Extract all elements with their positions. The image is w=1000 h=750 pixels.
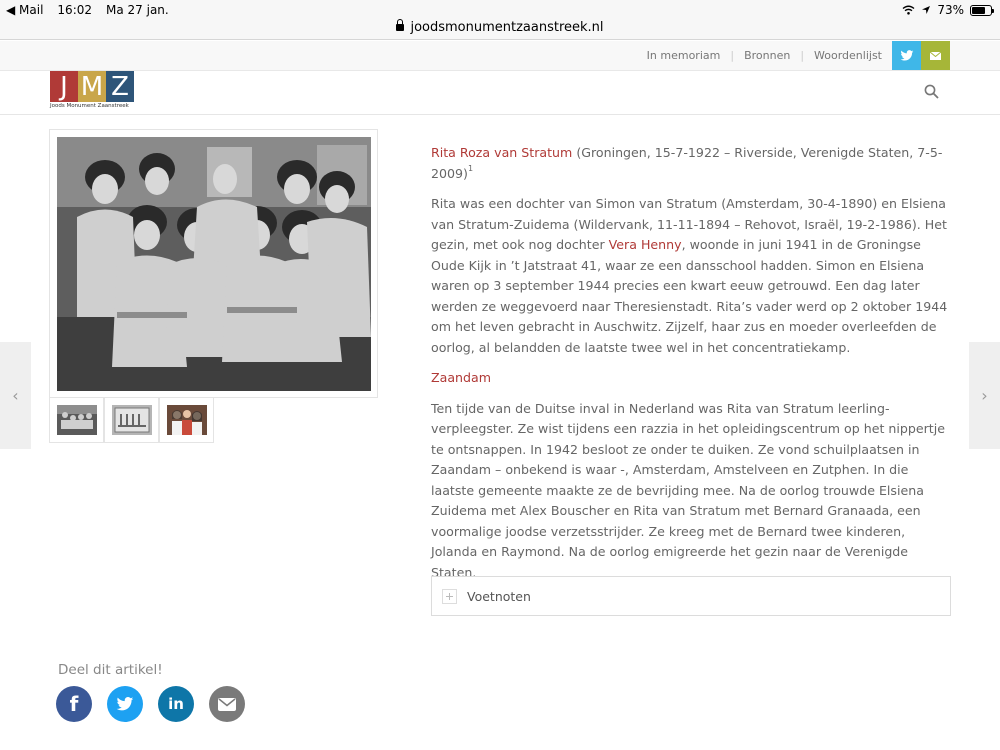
twitter-icon (900, 50, 914, 62)
logo-tagline: Joods Monument Zaanstreek (50, 103, 129, 109)
group-photo-nurses (57, 137, 371, 391)
logo-letter-m: M (78, 71, 106, 102)
share-linkedin-button[interactable] (158, 686, 194, 722)
thumbnail-3[interactable] (159, 397, 214, 443)
chevron-right-icon: › (981, 386, 988, 405)
person-name: Rita Roza van Stratum (431, 145, 573, 160)
footnotes-toggle[interactable] (431, 576, 951, 616)
url-text: joodsmonumentzaanstreek.nl (410, 20, 604, 35)
search-icon[interactable] (924, 84, 939, 99)
thumbnail-color-photo (167, 405, 207, 435)
share-buttons (56, 686, 245, 722)
twitter-link[interactable] (892, 41, 921, 70)
footnote-ref[interactable]: 1 (467, 164, 474, 174)
wifi-icon (902, 5, 915, 15)
linkedin-icon: in (168, 695, 184, 713)
nav-in-memoriam[interactable]: In memoriam (646, 49, 721, 62)
logo-letter-z: Z (106, 71, 134, 102)
share-facebook-button[interactable] (56, 686, 92, 722)
share-title: Deel dit artikel! (58, 662, 163, 678)
share-email-button[interactable] (209, 686, 245, 722)
chevron-left-icon: ‹ (12, 386, 19, 405)
site-header (0, 71, 1000, 115)
plus-icon (442, 589, 457, 604)
date: Ma 27 jan. (106, 3, 169, 17)
article-content (431, 143, 951, 593)
location-icon (921, 5, 931, 15)
thumbnail-1[interactable] (49, 397, 104, 443)
family-text-a: Rita was een dochter van Simon van Stratum (Amsterdam, 30-4-1890) en Elsiena van Stratum-Zuidema (Wildervank, 11-11-1894 – Rehovot, Israël, 19-2-1986). Het gezin, met ook nog dochter (431, 196, 947, 252)
intro-paragraph (431, 143, 951, 184)
footnotes-label: Voetnoten (467, 588, 531, 604)
site-logo[interactable] (50, 71, 134, 109)
mail-link[interactable] (921, 41, 950, 70)
zaandam-paragraph: Ten tijde van de Duitse inval in Nederland was Rita van Stratum leerling-verpleegster. Ze wist tijdens een razzia in het opleidingscentrum op het nippertje te ontsnappen. In 1942 besloot ze onder te duiken. Ze vond schuilplaatsen in Zaandam – onbekend is waar -, Amsterdam, Amstelveen en Zutphen. In die laatste gemeente maakte ze de bevrijding mee. Na de oorlog trouwde Elsiena Zuidema met Alex Bouscher en Rita van Stratum met Bernard Granaada, een voormalige joodse verzetsstrijder. Ze kreeg met de Bernard twee kinderen, Jolanda en Raymond. Na de oorlog emigreerde het gezin naar de Verenigde Staten. (431, 400, 945, 580)
photo-gallery (49, 129, 378, 398)
thumbnail-group-photo (57, 405, 97, 435)
family-text-b: , woonde in juni 1941 in de Groningse Oude Kijk in ’t Jatstraat 41, waar ze een dansschool hadden. Simon en Elsiena waren op 3 september 1944 precies een kwart eeuw getrouwd. Een dag later werden ze weggevoerd naar Theresienstadt. Rita’s vader werd op 2 oktober 1944 om het leven gebracht in Auschwitz. Zijzelf, haar zus en moeder overleefden de oorlog, al belandden de laatste twee wel in het concentratiekamp. (431, 237, 948, 355)
section-heading-zaandam: Zaandam (431, 370, 492, 385)
previous-article-arrow[interactable] (0, 342, 31, 449)
share-twitter-button[interactable] (107, 686, 143, 722)
top-navigation (0, 41, 1000, 71)
battery-icon (970, 5, 992, 16)
twitter-icon (116, 697, 134, 712)
intro-details: (Groningen, 15-7-1922 – Riverside, Verenigde Staten, 7-5-2009) (431, 145, 943, 181)
nav-woordenlijst[interactable]: Woordenlijst (814, 49, 882, 62)
envelope-icon (218, 698, 236, 711)
vera-henny-link[interactable]: Vera Henny (608, 237, 682, 252)
main-photo[interactable] (57, 137, 371, 391)
logo-letter-j: J (50, 71, 78, 102)
next-article-arrow[interactable] (969, 342, 1000, 449)
thumbnail-2[interactable] (104, 397, 159, 443)
family-paragraph (431, 194, 951, 358)
address-bar[interactable] (0, 20, 1000, 40)
battery-percent: 73% (937, 3, 964, 17)
thumbnail-document-photo (112, 405, 152, 435)
nav-divider: | (800, 49, 805, 62)
clock: 16:02 (57, 3, 93, 17)
back-to-mail[interactable]: ◀ Mail (6, 3, 44, 17)
facebook-icon: f (69, 692, 79, 716)
nav-bronnen[interactable]: Bronnen (744, 49, 791, 62)
ios-status-bar (0, 0, 1000, 20)
lock-icon (396, 24, 404, 31)
nav-divider: | (730, 49, 735, 62)
gallery-thumbnails (49, 397, 214, 443)
envelope-icon (930, 52, 941, 60)
